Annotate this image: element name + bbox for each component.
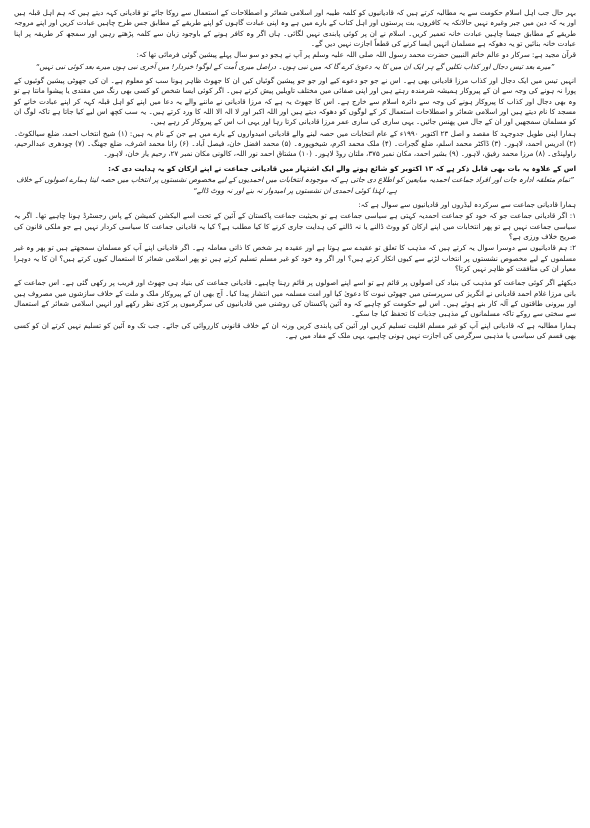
paragraph-candidates: ہمارا اپنی طویل جدوجہد کا مقصد و اصل ۲۳ اکتوبر ۱۹۹۰ء کے عام انتخابات میں حصہ لینے والے قادیانی امیدواروں کے بارے میں ہے جن کے نام یہ ہیں: (۱) شیخ انتخاب احمد، ضلع سیالکوٹ۔ (۲) ادریس احمد، لاہور۔ (۳) ڈاکٹر محمد اسلم، ضلع گجرات۔ (۴) ملک محمد اکرم، شیخوپورہ۔ (۵) محمد افضل خان، فیصل آباد۔ (۶) رانا محمد اشرف، ضلع جھنگ۔ (۷) چودھری عبدالرحیم، راولپنڈی۔ (۸) مرزا محمد رفیق، لاہور۔ (۹) بشیر احمد، مکان نمبر ۳۷۵، ملتان روڈ لاہور۔ (۱۰) مشتاق احمد نور اللہ، کالونی مکان نمبر ۲۷، رحیم یار خان، لاہور۔	[14, 128, 576, 159]
paragraph-announcement: اس کے علاوہ یہ بات بھی قابل ذکر ہے کہ ۱۳ اکتوبر کو شائع ہونے والے ایک اشتہار میں قادیانی جماعت نے اپنے ارکان کو یہ ہدایت دی کہ:	[108, 163, 576, 173]
paragraph-dajjal: انہیں تیس میں ایک دجال اور کذاب مرزا قادیانی بھی ہے۔ اس نے جو جو دعوے کیے اور جو جو پیشین گوئیاں کیں ان کا جھوٹ ظاہر ہونا سب کو معلوم ہے۔ ان کی جھوٹی پیشین گوئیوں کے پورا نہ ہونے کی وجہ سے ان کے پیروکار ہمیشہ شرمندہ رہتے ہیں اور اپنی صفائی میں مختلف تاویلیں پیش کرتے ہیں۔ اگر کوئی ایسا شخص کو کسی بھی رنگ میں مقتدی یا پیشوا مانتا ہے تو وہ بھی دجال اور کذاب کا پیروکار ہونے کی وجہ سے دائرہ اسلام سے خارج ہے۔ اس کا جھوٹ یہ ہے کہ مرزا قادیانی نے ماننے والے یہ دعا میں اپنے کو اہل قبلہ کہہ کر اپنے عبادت خانے کو مسجد کا نام دیتے ہیں اور اسلامی شعائر و اصطلاحات استعمال کر کے لوگوں کو دھوکہ دیتے ہیں اور اللہ اکبر اور لا الہ الا اللہ کا ورد کرتے ہیں۔ یہ سب کچھ اس لیے کیا جاتا ہے تاکہ لوگ ان کو مسلمان سمجھیں اور ان کے جال میں پھنس جائیں۔ یہی ساری کی ساری عمر مرزا قادیانی کرتا رہا اور یہی اب اس کے پیروکار کر رہے ہیں۔	[14, 76, 576, 127]
paragraph-question-intro: ہمارا قادیانی جماعت سے سرکردہ لیڈروں اور قادیانیوں سے سوال ہے کہ:	[358, 199, 576, 209]
hadith-quote: ”میرے بعد تیس دجال اور کذاب نکلیں گے ہر ایک ان میں کا یہ دعویٰ کرے گا کہ میں نبی ہوں۔ دراصل میری اُمت کے لوگو! خبردار! میں آخری نبی ہوں میرے بعد کوئی نبی نہیں“	[35, 61, 555, 71]
announcement-quote: ”تمام متعلقہ ادارہ جات اور افراد جماعت احمدیہ مبایعین کو اطلاع دی جاتی ہے کہ موجودہ انتخابات میں احمدیوں کے لیے مخصوص نشستوں پر انتخاب میں حصہ لینا ہمارے اصولوں کے خلاف ہے، لہٰذا کوئی احمدی ان نشستوں پر امیدوار نہ بنے اور نہ ووٹ ڈالے“	[16, 175, 574, 195]
paragraph-conclusion: دیکھئے اگر کوئی جماعت کو مذہب کی بنیاد کی اصولوں پر قائم ہے تو اسے اپنے اصولوں پر قائم رہنا چاہیے۔ قادیانی جماعت کی بنیاد ہی جھوٹ اور فریب پر رکھی گئی ہے۔ اس جماعت کے بانی مرزا غلام احمد قادیانی نے انگریز کی سرپرستی میں جھوٹی نبوت کا دعویٰ کیا اور امت مسلمہ میں انتشار پیدا کیا۔ آج بھی ان کے پیروکار ملک و ملت کے خلاف سازشوں میں مصروف ہیں اور بیرونی طاقتوں کے آلہ کار بنے ہوئے ہیں۔ اس لیے حکومت کو چاہیے کہ وہ آئین پاکستان کی روشنی میں قادیانیوں کی سرگرمیوں پر کڑی نظر رکھے اور انہیں اسلامی شعائر کے استعمال سے سختی سے روکے تاکہ مسلمانوں کے مذہبی جذبات کا تحفظ کیا جا سکے۔	[14, 278, 576, 319]
paragraph-intro: بہر حال جب اہل اسلام حکومت سے یہ مطالبہ کرتے ہیں کہ قادیانیوں کو کلمہ طیبہ اور اسلامی شعائر و اصطلاحات کے استعمال سے روکا جائے تو قادیانی کہہ دیتے ہیں کہ ہم اہل قبلہ ہیں اور یہ کہ دین میں جبر وغیرہ نہیں حالانکہ یہ کافروں، بت پرستوں اور اہل کتاب کے بارے میں ہے وہ اپنی عبادت گاہوں کو اپنے طریقے کے مطابق جس طرح چاہیں عبادت کریں اور اپنے مروجہ طریقے کے مطابق جیسا چاہیں عبادت خانہ تعمیر کریں۔ اسلام نے ان پر کوئی پابندی نہیں لگائی۔ ہاں اگر وہ کافر ہونے کے باوجود زبان سے کلمہ پڑھتے رہیں اور سمجھ کر طریقہ پر اپنا عبادت خانہ بنائیں تو یہ دھوکہ ہے مسلمان انہیں ایسا کرنے کی قطعاً اجازت نہیں دیں گے۔	[14, 8, 576, 49]
question-one: ۱: اگر قادیانی جماعت جو کہ خود کو جماعت احمدیہ کہتی ہے سیاسی جماعت ہے تو بحیثیت جماعت پاکستان کے آئین کے تحت اسے الیکشن کمیشن کے پاس رجسٹرڈ ہونا چاہیے تھا۔ اگر یہ سیاسی جماعت نہیں ہے تو پھر انتخابات میں اپنے ارکان کو ووٹ ڈالنے یا نہ ڈالنے کی ہدایت جاری کرنے کا کیا مطلب ہے؟ کیا یہ قادیانی جماعت کا سیاسی کردار نہیں ہے جو ملکی قانون کی صریح خلاف ورزی ہے؟	[14, 211, 576, 241]
paragraph-quran: قرآن مجید ہے: سرکار دو عالم خاتم النبیین حضرت محمد رسول اللہ صلی اللہ علیہ وسلم پر آپ نے ہجو دو سو سال پہلے پیشین گوئی فرمائی تھا کہ:	[136, 50, 576, 60]
question-two: ۲: ہم قادیانیوں سے دوسرا سوال یہ کرتے ہیں کہ مذہب کا تعلق تو عقیدے سے ہوتا ہے اور عقیدہ ہر شخص کا ذاتی معاملہ ہے۔ اگر قادیانی اپنے آپ کو مسلمان سمجھتے ہیں تو پھر وہ غیر مسلموں کے لیے مخصوص نشستوں پر انتخاب لڑنے سے کیوں انکار کرتے ہیں؟ اور اگر وہ خود کو غیر مسلم تسلیم کرتے ہیں تو پھر اسلامی شعائر کا استعمال کیوں کرتے ہیں؟ ان کا یہ دوہرا معیار ان کی منافقت کو ظاہر نہیں کرتا؟	[14, 243, 576, 273]
paragraph-demand: ہمارا مطالبہ ہے کہ قادیانی اپنے آپ کو غیر مسلم اقلیت تسلیم کریں اور آئین کی پابندی کریں ورنہ ان کے خلاف قانونی کارروائی کی جائے۔ جب تک وہ آئین کو تسلیم نہیں کرتے ان کو کسی بھی قسم کی سیاسی یا مذہبی سرگرمی کی اجازت نہیں ہونی چاہیے، یہی ملک کے مفاد میں ہے۔	[14, 320, 576, 340]
